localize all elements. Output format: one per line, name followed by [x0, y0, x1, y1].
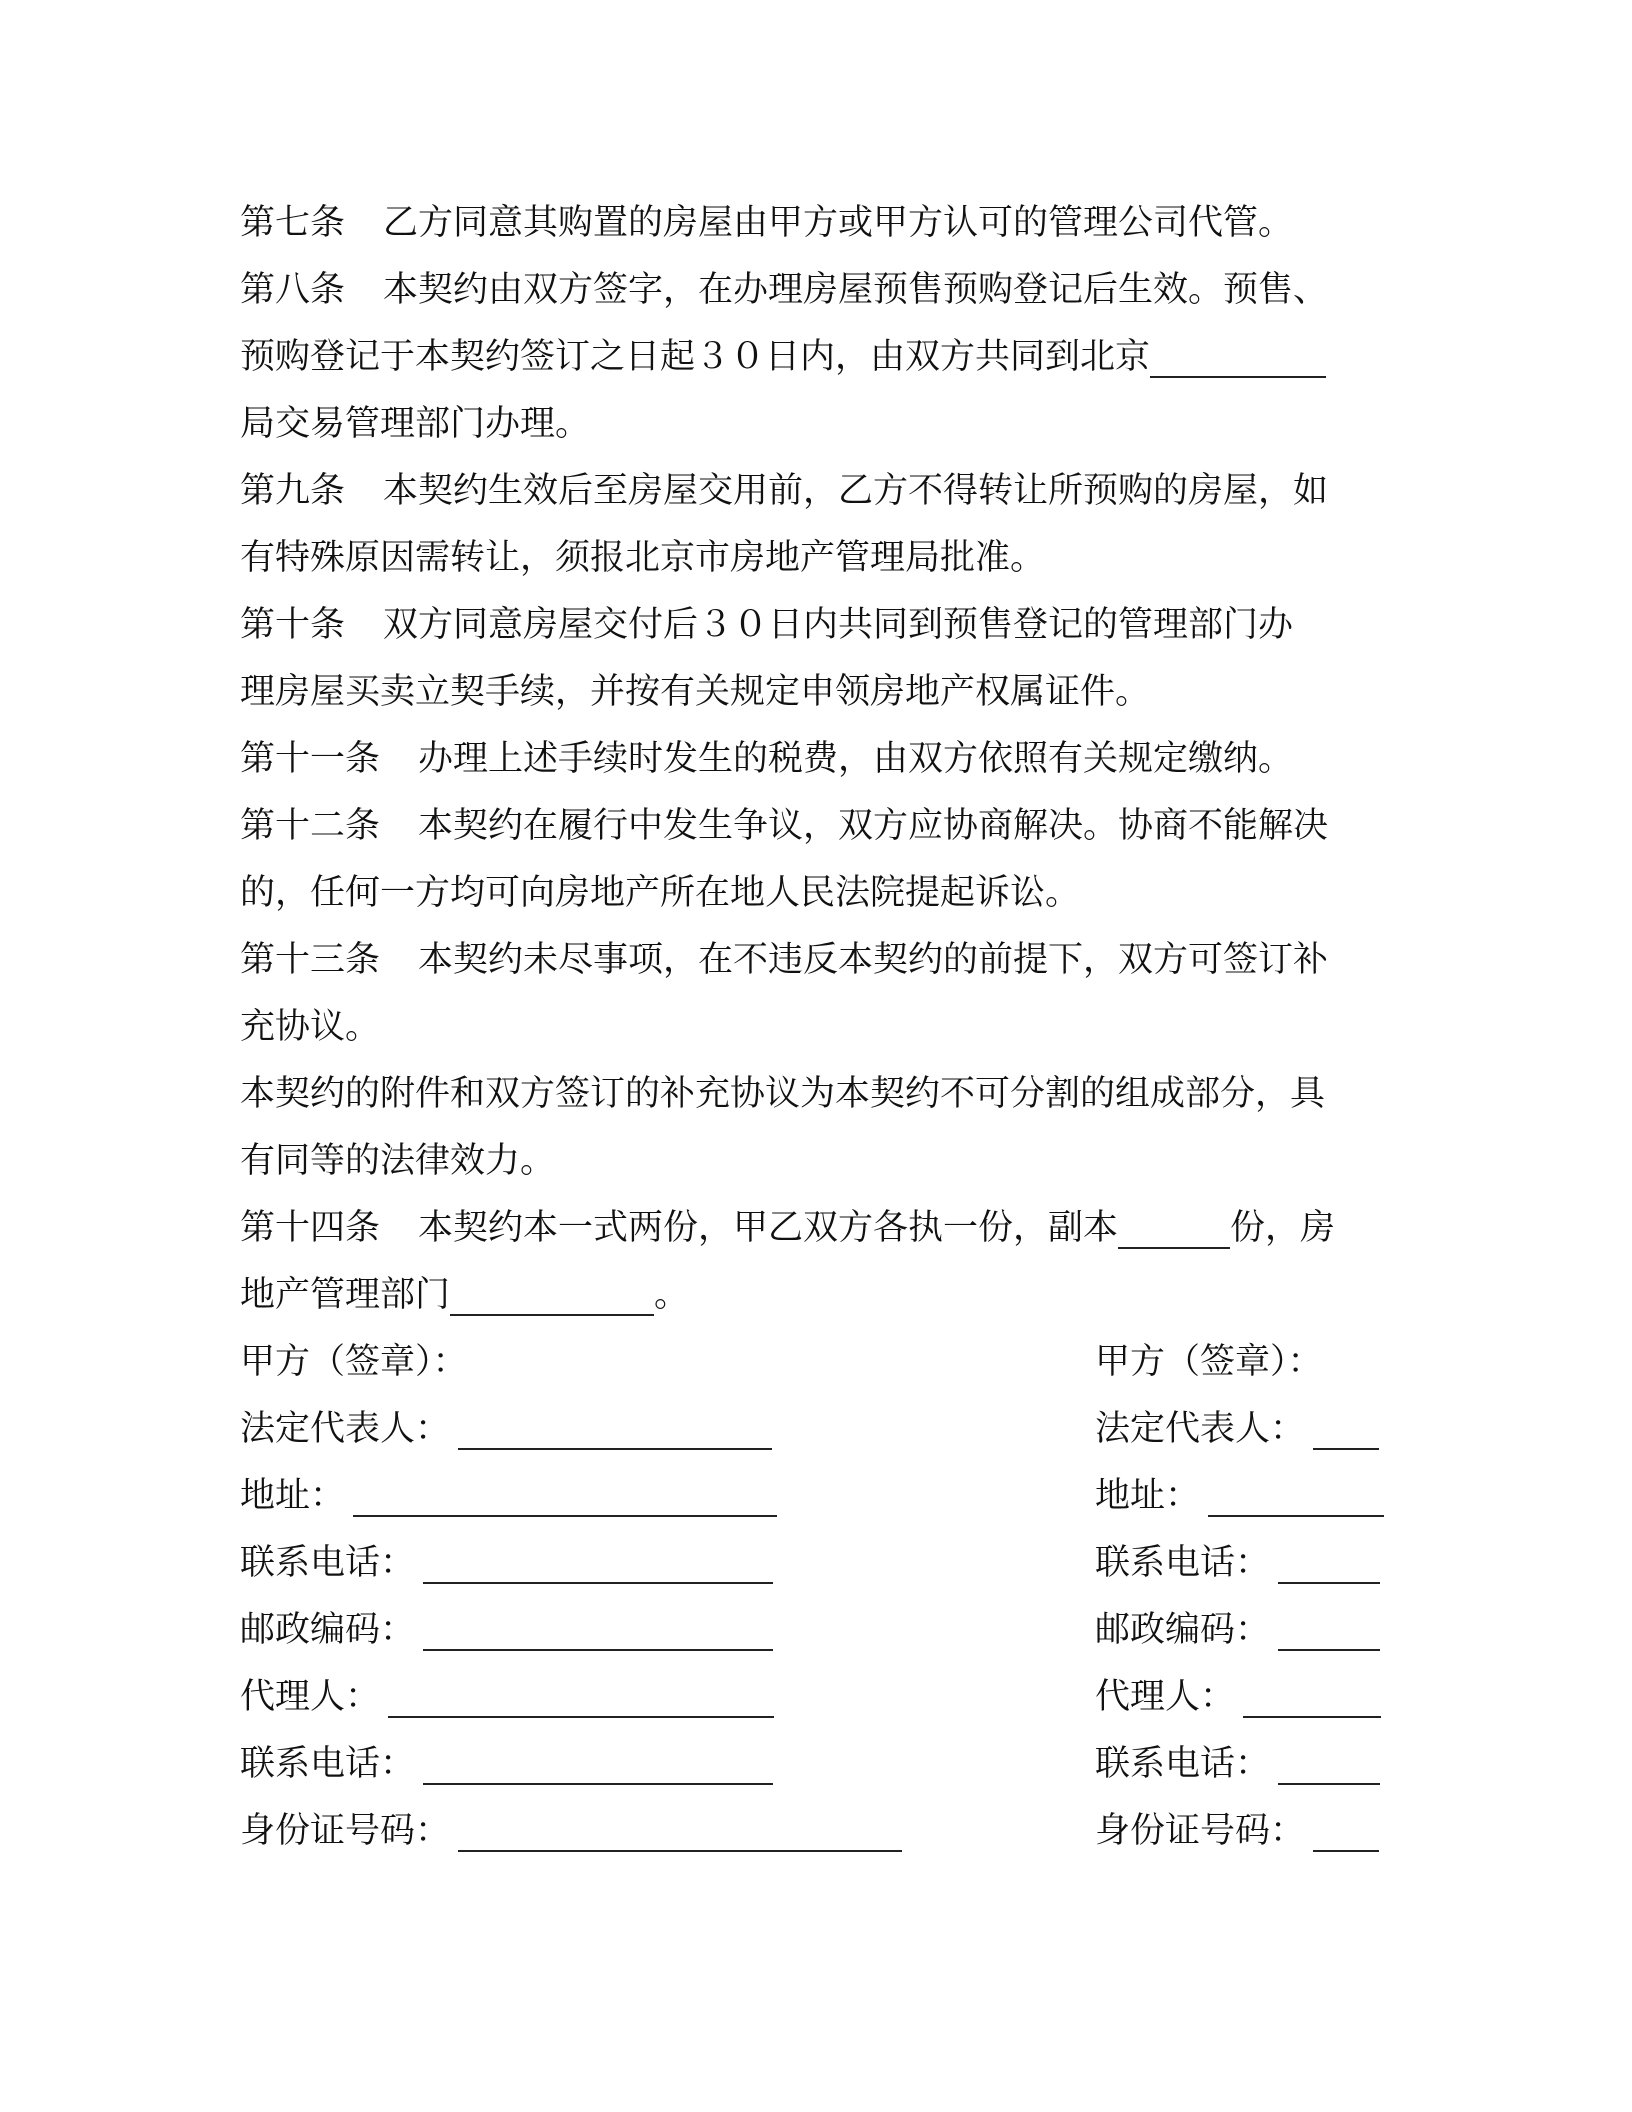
sig-label: 邮政编码：: [240, 1610, 416, 1650]
appendix-clause: [240, 1061, 1390, 1128]
phone-field[interactable]: [423, 1582, 773, 1584]
signature-row-phone: [240, 1530, 1390, 1597]
article-text: 地产管理部门: [240, 1275, 451, 1315]
agent-phone-field[interactable]: [423, 1783, 773, 1785]
sig-label: 身份证号码：: [1095, 1811, 1306, 1851]
signature-row-party: [240, 1329, 1390, 1396]
sig-label: 代理人：: [1095, 1677, 1236, 1717]
sig-label: 地址：: [240, 1476, 346, 1516]
article-label: 第九条: [240, 471, 346, 511]
id-number-field[interactable]: [1313, 1850, 1379, 1852]
article-text: 本契约的附件和双方签订的补充协议为本契约不可分割的组成部分，具: [240, 1074, 1326, 1114]
copies-blank[interactable]: [1118, 1247, 1230, 1249]
article-label: 第八条: [240, 270, 346, 310]
article-text: 本契约由双方签字，在办理房屋预售预购登记后生效。预售、: [383, 270, 1329, 310]
article-14-line-2: [240, 1262, 1390, 1329]
article-13: [240, 927, 1390, 994]
dept-blank[interactable]: [450, 1314, 654, 1316]
article-text: 双方同意房屋交付后３０日内共同到预售登记的管理部门办: [383, 605, 1294, 645]
article-text: 预购登记于本契约签订之日起３０日内，由双方共同到北京: [240, 337, 1151, 377]
article-14: [240, 1195, 1390, 1262]
sig-label: 代理人：: [240, 1677, 381, 1717]
article-13-line-2: [240, 994, 1390, 1061]
article-10-line-2: [240, 659, 1390, 726]
signature-row-agent: [240, 1664, 1390, 1731]
article-text: 本契约本一式两份，甲乙双方各执一份，副本: [418, 1208, 1119, 1248]
sig-label: 联系电话：: [240, 1744, 416, 1784]
appendix-clause-line-2: [240, 1128, 1390, 1195]
agent-phone-field[interactable]: [1278, 1783, 1380, 1785]
signature-row-postcode: [240, 1597, 1390, 1664]
postcode-field[interactable]: [1278, 1649, 1380, 1651]
article-text: 份，房: [1230, 1208, 1336, 1248]
article-text: 。: [654, 1275, 690, 1315]
article-8-line-2: [240, 324, 1390, 391]
sig-label: 甲方（签章）：: [1095, 1342, 1323, 1382]
article-label: 第十二条: [240, 806, 381, 846]
article-12-line-2: [240, 860, 1390, 927]
article-label: 第七条: [240, 203, 346, 243]
article-text: 本契约未尽事项，在不违反本契约的前提下，双方可签订补: [418, 940, 1329, 980]
article-label: 第十一条: [240, 739, 381, 779]
postcode-field[interactable]: [423, 1649, 773, 1651]
article-label: 第十条: [240, 605, 346, 645]
article-8: [240, 257, 1390, 324]
legal-rep-field[interactable]: [458, 1448, 772, 1450]
article-12: [240, 793, 1390, 860]
sig-label: 地址：: [1095, 1476, 1201, 1516]
article-text: 办理上述手续时发生的税费，由双方依照有关规定缴纳。: [418, 739, 1294, 779]
address-field[interactable]: [1208, 1515, 1384, 1517]
sig-label: 邮政编码：: [1095, 1610, 1271, 1650]
contract-body: [240, 190, 1390, 1865]
signature-row-agent-phone: [240, 1731, 1390, 1798]
sig-label: 联系电话：: [240, 1543, 416, 1583]
sig-label: 联系电话：: [1095, 1543, 1271, 1583]
phone-field[interactable]: [1278, 1582, 1380, 1584]
article-10: [240, 592, 1390, 659]
article-label: 第十四条: [240, 1208, 381, 1248]
legal-rep-field[interactable]: [1313, 1448, 1379, 1450]
signature-row-address: [240, 1463, 1390, 1530]
article-7: [240, 190, 1390, 257]
article-text: 充协议。: [240, 1007, 381, 1047]
agent-field[interactable]: [388, 1716, 774, 1718]
signature-row-legal-rep: [240, 1396, 1390, 1463]
sig-label: 甲方（签章）：: [240, 1342, 468, 1382]
agent-field[interactable]: [1243, 1716, 1381, 1718]
sig-label: 法定代表人：: [1095, 1409, 1306, 1449]
article-9-line-2: [240, 525, 1390, 592]
id-number-field[interactable]: [458, 1850, 902, 1852]
article-text: 本契约生效后至房屋交用前，乙方不得转让所预购的房屋，如: [383, 471, 1329, 511]
sig-label: 联系电话：: [1095, 1744, 1271, 1784]
article-text: 有同等的法律效力。: [240, 1141, 556, 1181]
article-label: 第十三条: [240, 940, 381, 980]
article-8-line-3: [240, 391, 1390, 458]
article-text: 局交易管理部门办理。: [240, 404, 591, 444]
blank-field[interactable]: [1150, 376, 1326, 378]
address-field[interactable]: [353, 1515, 777, 1517]
article-text: 本契约在履行中发生争议，双方应协商解决。协商不能解决: [418, 806, 1329, 846]
article-text: 有特殊原因需转让，须报北京市房地产管理局批准。: [240, 538, 1046, 578]
article-text: 乙方同意其购置的房屋由甲方或甲方认可的管理公司代管。: [383, 203, 1294, 243]
article-text: 理房屋买卖立契手续，并按有关规定申领房地产权属证件。: [240, 672, 1151, 712]
article-text: 的，任何一方均可向房地产所在地人民法院提起诉讼。: [240, 873, 1081, 913]
sig-label: 法定代表人：: [240, 1409, 451, 1449]
sig-label: 身份证号码：: [240, 1811, 451, 1851]
signature-row-id-number: [240, 1798, 1390, 1865]
article-11: [240, 726, 1390, 793]
article-9: [240, 458, 1390, 525]
